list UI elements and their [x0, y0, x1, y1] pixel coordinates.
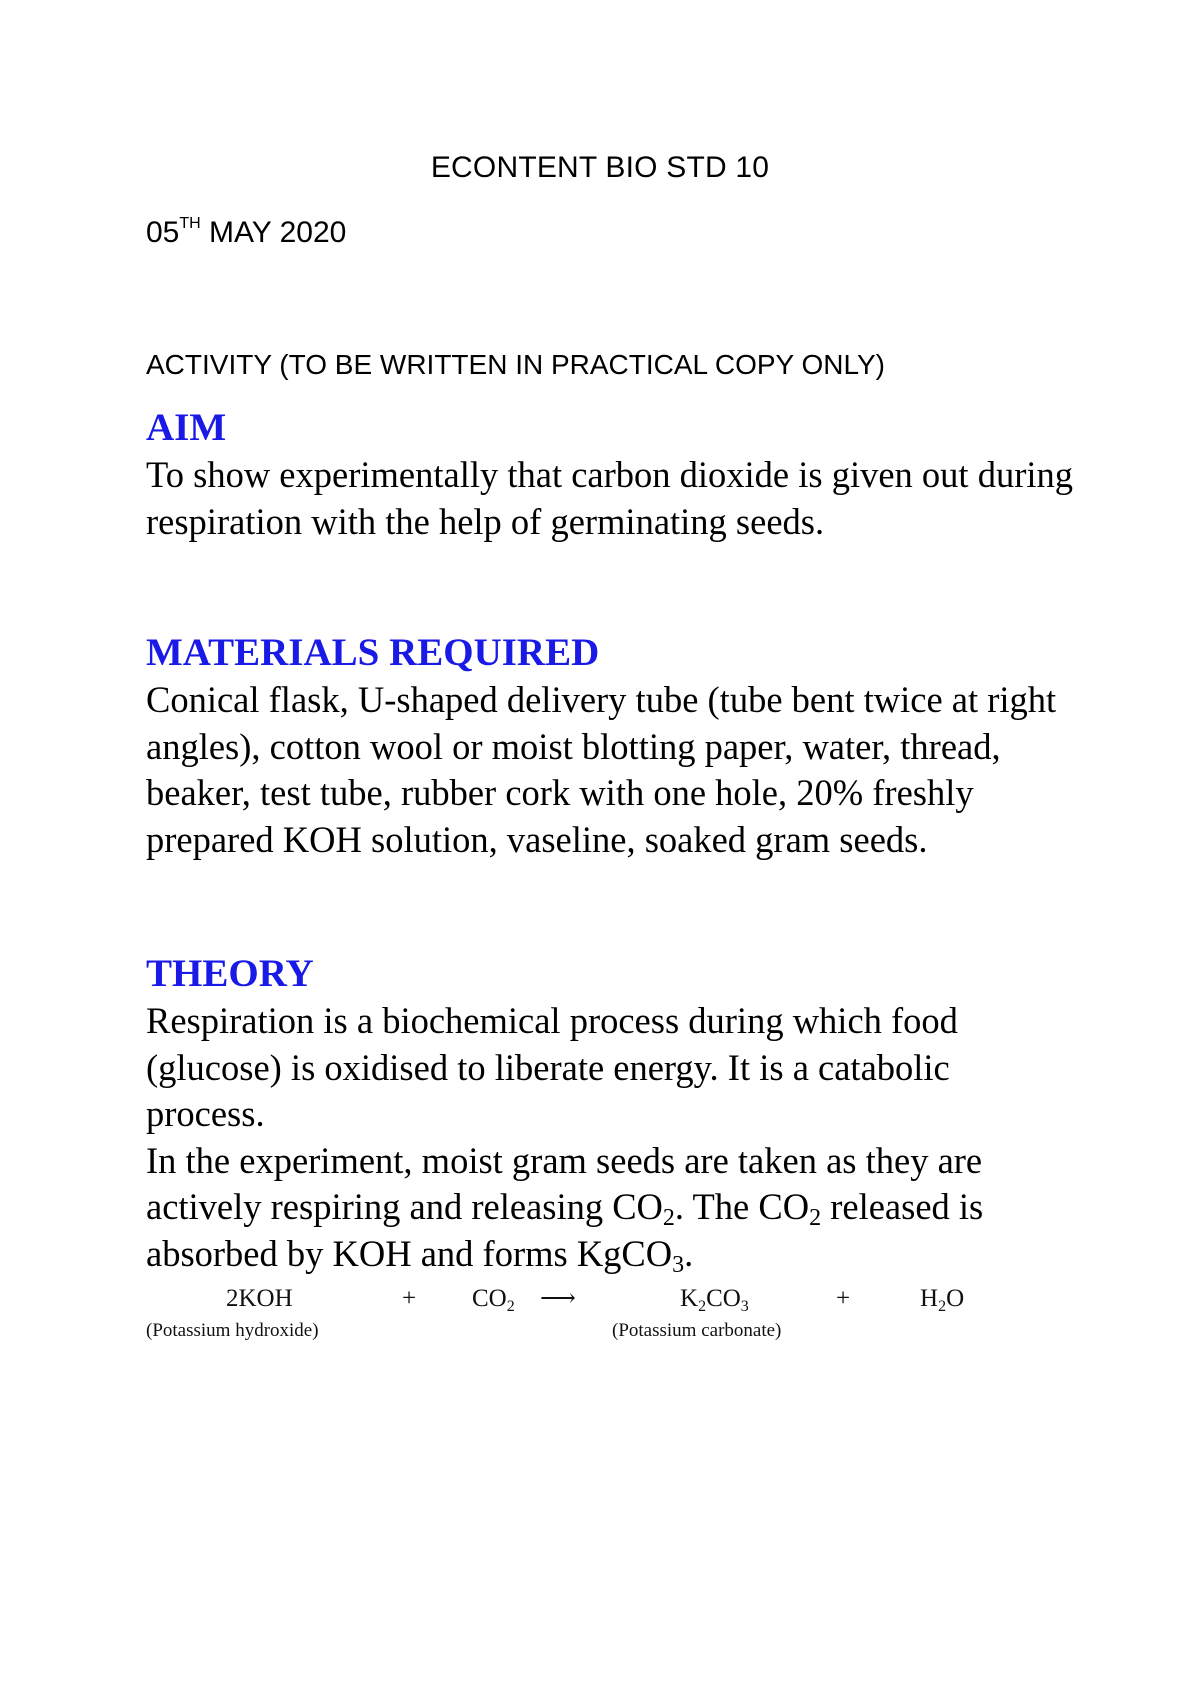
date-day: 05 — [146, 216, 180, 249]
date-ordinal-suffix: TH — [179, 215, 201, 232]
theory-p2-sub-1: 2 — [662, 1205, 675, 1231]
theory-p2-part-b: . The CO — [674, 1186, 810, 1227]
equation-product-h2o — [920, 1284, 964, 1314]
k2co3-sub-2: 2 — [698, 1298, 707, 1315]
k2co3-k: K — [680, 1285, 699, 1312]
activity-instruction: ACTIVITY (TO BE WRITTEN IN PRACTICAL COPY ONLY) — [146, 349, 885, 380]
h2o-o: O — [946, 1285, 965, 1312]
h2o-subscript: 2 — [938, 1298, 947, 1315]
chemical-equation — [146, 1284, 976, 1350]
equation-plus-2: + — [836, 1285, 851, 1312]
k2co3-sub-3: 3 — [740, 1298, 749, 1315]
document-title: ECONTENT BIO STD 10 — [430, 151, 770, 184]
materials-paragraph: Conical flask, U-shaped delivery tube (tube bent twice at right angles), cotton wool or moist blotting paper, water, thread, beaker, test tube, rubber cork with one hole, 20% freshly prepared KOH solution, vaseline, soaked gram seeds. — [146, 679, 1057, 860]
theory-paragraph-1: Respiration is a biochemical process during which food (glucose) is oxidised to liberate energy. It is a catabolic process. — [146, 1000, 958, 1134]
theory-text — [146, 998, 1076, 1277]
equation-label-potassium-hydroxide: (Potassium hydroxide) — [146, 1320, 319, 1341]
h2o-h: H — [920, 1285, 939, 1312]
equation-arrow-icon: ⟶ — [540, 1285, 576, 1312]
theory-p2-part-c: released is absorbed by KOH and forms KgCO — [146, 1186, 984, 1274]
equation-reactant-koh: 2KOH — [226, 1285, 293, 1312]
theory-heading: THEORY — [146, 952, 314, 995]
theory-p2-part-d: . — [684, 1232, 694, 1274]
materials-heading: MATERIALS REQUIRED — [146, 631, 600, 674]
theory-p2-sub-3: 3 — [672, 1251, 685, 1278]
theory-p2-part-a: In the experiment, moist gram seeds are taken as they are actively respiring and releasing CO — [146, 1139, 983, 1227]
equation-plus-1: + — [402, 1285, 417, 1312]
theory-p2-sub-2: 2 — [809, 1205, 822, 1231]
date-month-year: MAY 2020 — [200, 216, 347, 249]
materials-text — [146, 677, 1076, 863]
equation-product-k2co3 — [680, 1284, 749, 1314]
k2co3-co: CO — [706, 1285, 741, 1312]
equation-label-potassium-carbonate: (Potassium carbonate) — [612, 1320, 782, 1341]
co2-base: CO — [472, 1285, 507, 1312]
equation-reactant-co2 — [472, 1284, 515, 1314]
aim-paragraph: To show experimentally that carbon dioxide is given out during respiration with the help of germinating seeds. — [146, 454, 1073, 542]
aim-heading: AIM — [146, 406, 227, 449]
aim-text — [146, 452, 1076, 545]
theory-paragraph-2 — [146, 1138, 1076, 1278]
document-date — [146, 215, 346, 251]
co2-subscript: 2 — [506, 1298, 515, 1315]
